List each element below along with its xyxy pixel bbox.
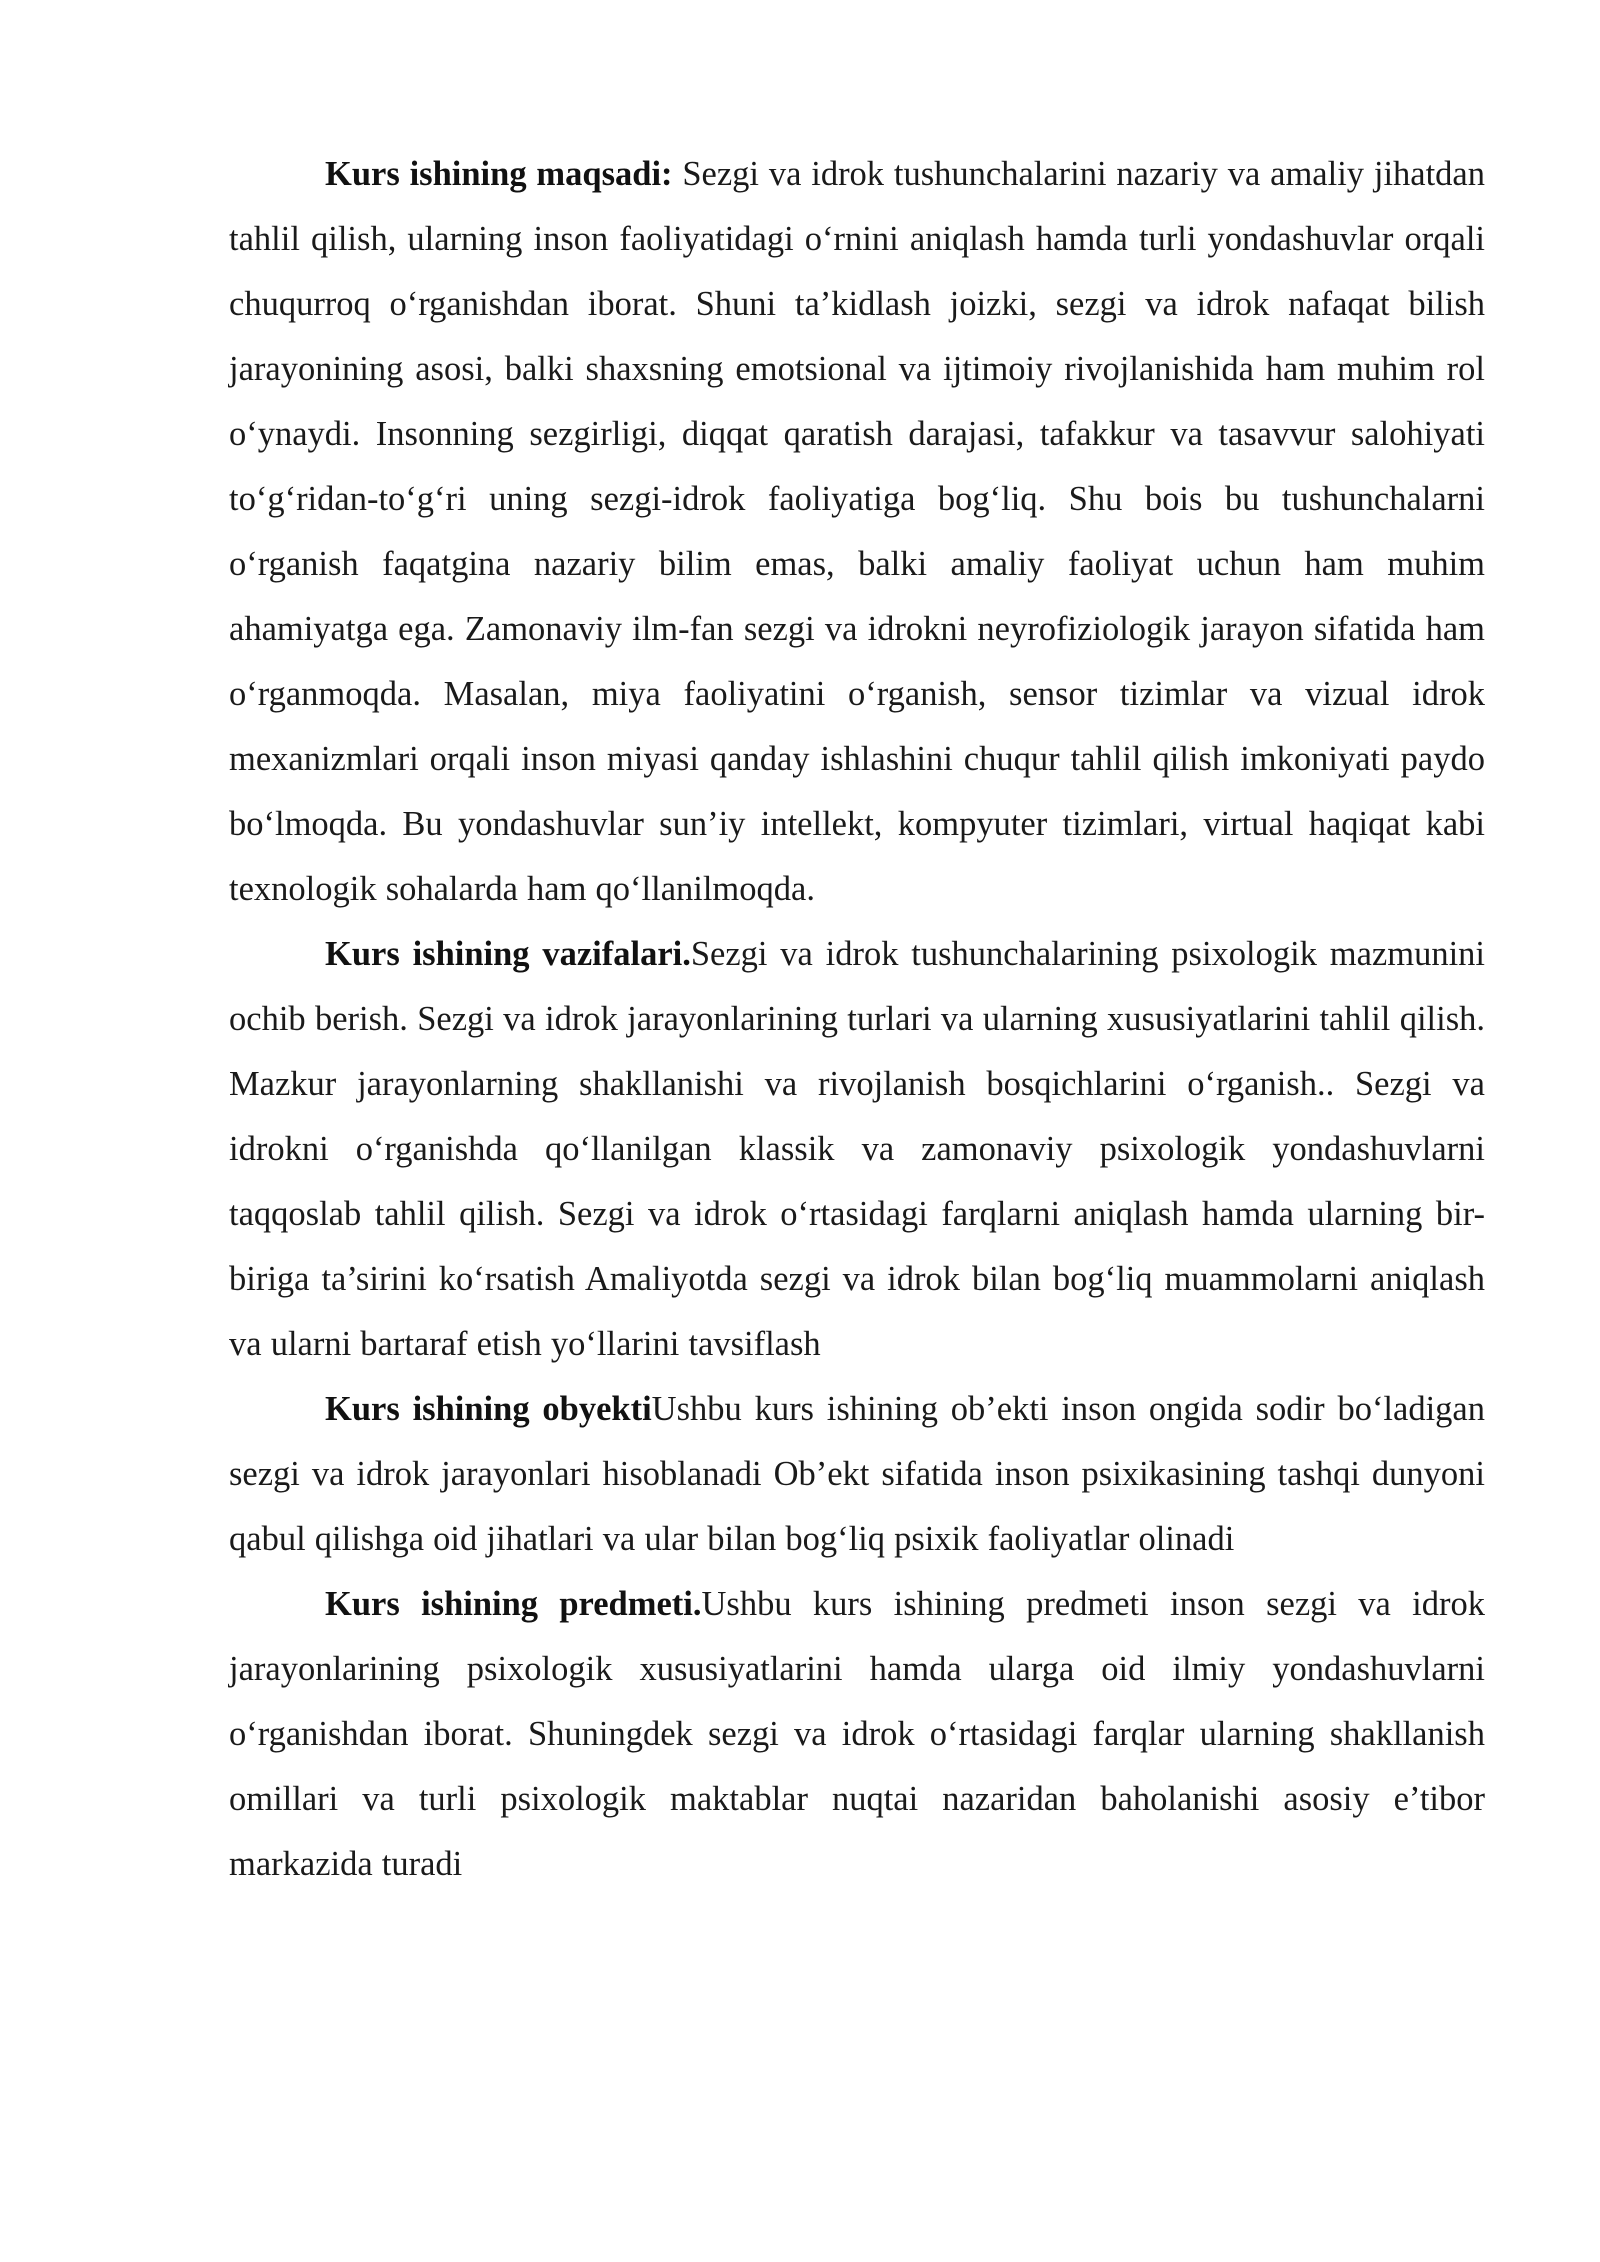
paragraph-heading: Kurs ishining obyekti xyxy=(325,1390,652,1428)
paragraph-maqsadi xyxy=(229,142,1485,922)
paragraph-text: Ushbu kurs ishining predmeti inson sezgi va idrok jarayonlarining psixologik xususiyatlarini hamda ularga oid ilmiy yondashuvlarni o‘rganishdan iborat. Shuningdek sezgi va idrok o‘rtasidagi farqlar ularning shakllanish omillari va turli psixologik maktablar nuqtai nazaridan baholanishi asosiy e’tibor markazida turadi xyxy=(229,1585,1485,1883)
paragraph-predmeti xyxy=(229,1572,1485,1897)
document-body xyxy=(229,142,1485,1897)
paragraph-text: Ushbu kurs ishining ob’ekti inson ongida sodir bo‘ladigan sezgi va idrok jarayonlari hisoblanadi Ob’ekt sifatida inson psixikasining tashqi dunyoni qabul qilishga oid jihatlari va ular bilan bog‘liq psixik faoliyatlar olinadi xyxy=(229,1390,1485,1558)
paragraph-text: Sezgi va idrok tushunchalarini nazariy va amaliy jihatdan tahlil qilish, ularning inson faoliyatidagi o‘rnini aniqlash hamda turli yondashuvlar orqali chuqurroq o‘rganishdan iborat. Shuni ta’kidlash joizki, sezgi va idrok nafaqat bilish jarayonining asosi, balki shaxsning emotsional va ijtimoiy rivojlanishida ham muhim rol o‘ynaydi. Insonning sezgirligi, diqqat qaratish darajasi, tafakkur va tasavvur salohiyati to‘g‘ridan-to‘g‘ri uning sezgi-idrok faoliyatiga bog‘liq. Shu bois bu tushunchalarni o‘rganish faqatgina nazariy bilim emas, balki amaliy faoliyat uchun ham muhim ahamiyatga ega. Zamonaviy ilm-fan sezgi va idrokni neyrofiziologik jarayon sifatida ham o‘rganmoqda. Masalan, miya faoliyatini o‘rganish, sensor tizimlar va vizual idrok mexanizmlari orqali inson miyasi qanday ishlashini chuqur tahlil qilish imkoniyati paydo bo‘lmoqda. Bu yondashuvlar sun’iy intellekt, kompyuter tizimlari, virtual haqiqat kabi texnologik sohalarda ham qo‘llanilmoqda. xyxy=(229,155,1485,908)
paragraph-heading: Kurs ishining maqsadi: xyxy=(325,155,673,193)
paragraph-obyekti xyxy=(229,1377,1485,1572)
paragraph-vazifalari xyxy=(229,922,1485,1377)
paragraph-text: Sezgi va idrok tushunchalarining psixologik mazmunini ochib berish. Sezgi va idrok jarayonlarining turlari va ularning xususiyatlarini tahlil qilish. Mazkur jarayonlarning shakllanishi va rivojlanish bosqichlarini o‘rganish.. Sezgi va idrokni o‘rganishda qo‘llanilgan klassik va zamonaviy psixologik yondashuvlarni taqqoslab tahlil qilish. Sezgi va idrok o‘rtasidagi farqlarni aniqlash hamda ularning bir-biriga ta’sirini ko‘rsatish Amaliyotda sezgi va idrok bilan bog‘liq muammolarni aniqlash va ularni bartaraf etish yo‘llarini tavsiflash xyxy=(229,935,1485,1363)
paragraph-heading: Kurs ishining predmeti. xyxy=(325,1585,702,1623)
paragraph-heading: Kurs ishining vazifalari. xyxy=(325,935,691,973)
